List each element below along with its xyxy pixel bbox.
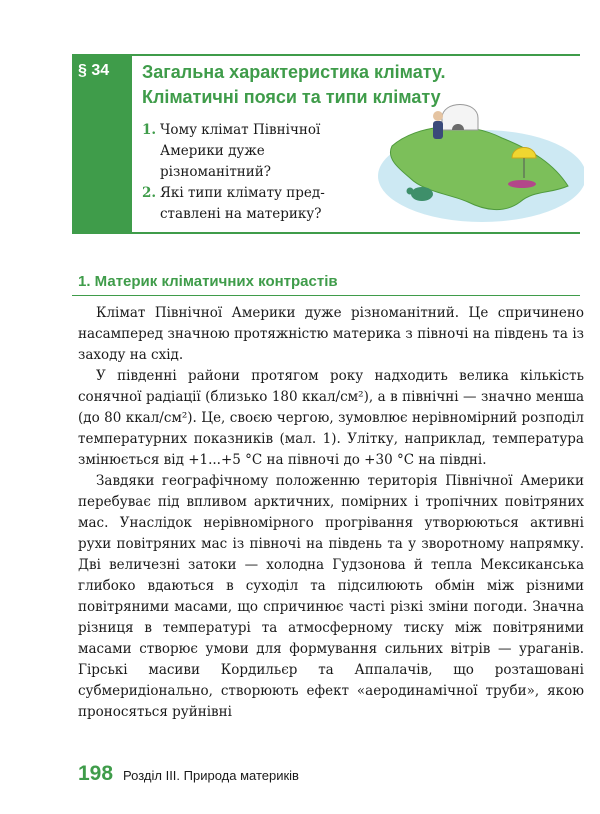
- page-footer: [78, 762, 299, 786]
- question-line: різноманітний?: [160, 164, 272, 180]
- questions-list: [142, 120, 325, 225]
- question-line: Чому клімат Північної: [160, 122, 321, 138]
- body-text: [78, 303, 584, 723]
- question-item: [142, 183, 325, 225]
- header-bottom-rule: [72, 232, 580, 234]
- turtle-head-icon: [407, 188, 414, 195]
- question-number: 1.: [142, 122, 157, 138]
- north-america-illustration: [372, 98, 584, 228]
- question-line: Америки дуже: [160, 143, 265, 159]
- paragraph: У південні райони протягом року надходить велика кількість сонячної радіації (близько 180 ккал/см²), а в північні — значно менша (до 80 ккал/см²). Це, своєю чергою, зумовлює нерівномірний розподіл температурних показників (мал. 1). Улітку, наприклад, температура змінюється від +1...+5 °С на півночі до +30 °С на півдні.: [78, 368, 584, 468]
- question-number: 2.: [142, 185, 157, 201]
- chapter-title: Розділ ІІІ. Природа материків: [123, 768, 299, 783]
- section-title-line: Кліматичні пояси та типи клімату: [142, 87, 441, 107]
- question-line: ставлені на материку?: [160, 206, 322, 222]
- paragraph: Клімат Північної Америки дуже різноманітний. Це спричинено насамперед значною протяжністю материка з півночі на південь та із заходу на схід.: [78, 305, 584, 363]
- subsection-heading: 1. Материк кліматичних контрастів: [78, 273, 338, 290]
- sunbather-icon: [508, 180, 536, 188]
- header-top-rule: [72, 54, 580, 56]
- question-line: Які типи клімату пред-: [160, 185, 325, 201]
- eskimo-head-icon: [433, 111, 443, 121]
- eskimo-body-icon: [433, 121, 443, 139]
- section-badge: [72, 54, 132, 234]
- page-number: 198: [78, 762, 114, 785]
- subsection-rule: [72, 295, 580, 296]
- section-number: § 34: [78, 62, 110, 79]
- paragraph: Завдяки географічному положенню територія Північної Америки перебуває під впливом арктичних, помірних і тропічних повітряних мас. Унаслідок нерівномірного прогрівання утворюються активні рухи повітряних мас із півночі на південь та у зворотному напрямку. Дві величезні затоки — холодна Гудзонова й тепла Мексиканська глибоко вдаються в суходіл та підсилюють обмін між різними повітряними масами, що спричинює часті різкі зміни погоди. Значна різниця в температурі та атмосферному тиску між повітряними масами створює умови для формування сильних вітрів — ураганів. Гірські масиви Кордильєр та Аппалачів, що розташовані субмеридіонально, створюють ефект «аеродинамічної труби», якою проносяться руйнівні: [78, 473, 584, 720]
- question-item: [142, 120, 325, 183]
- turtle-icon: [411, 187, 433, 201]
- section-title-line: Загальна характеристика клімату.: [142, 62, 446, 82]
